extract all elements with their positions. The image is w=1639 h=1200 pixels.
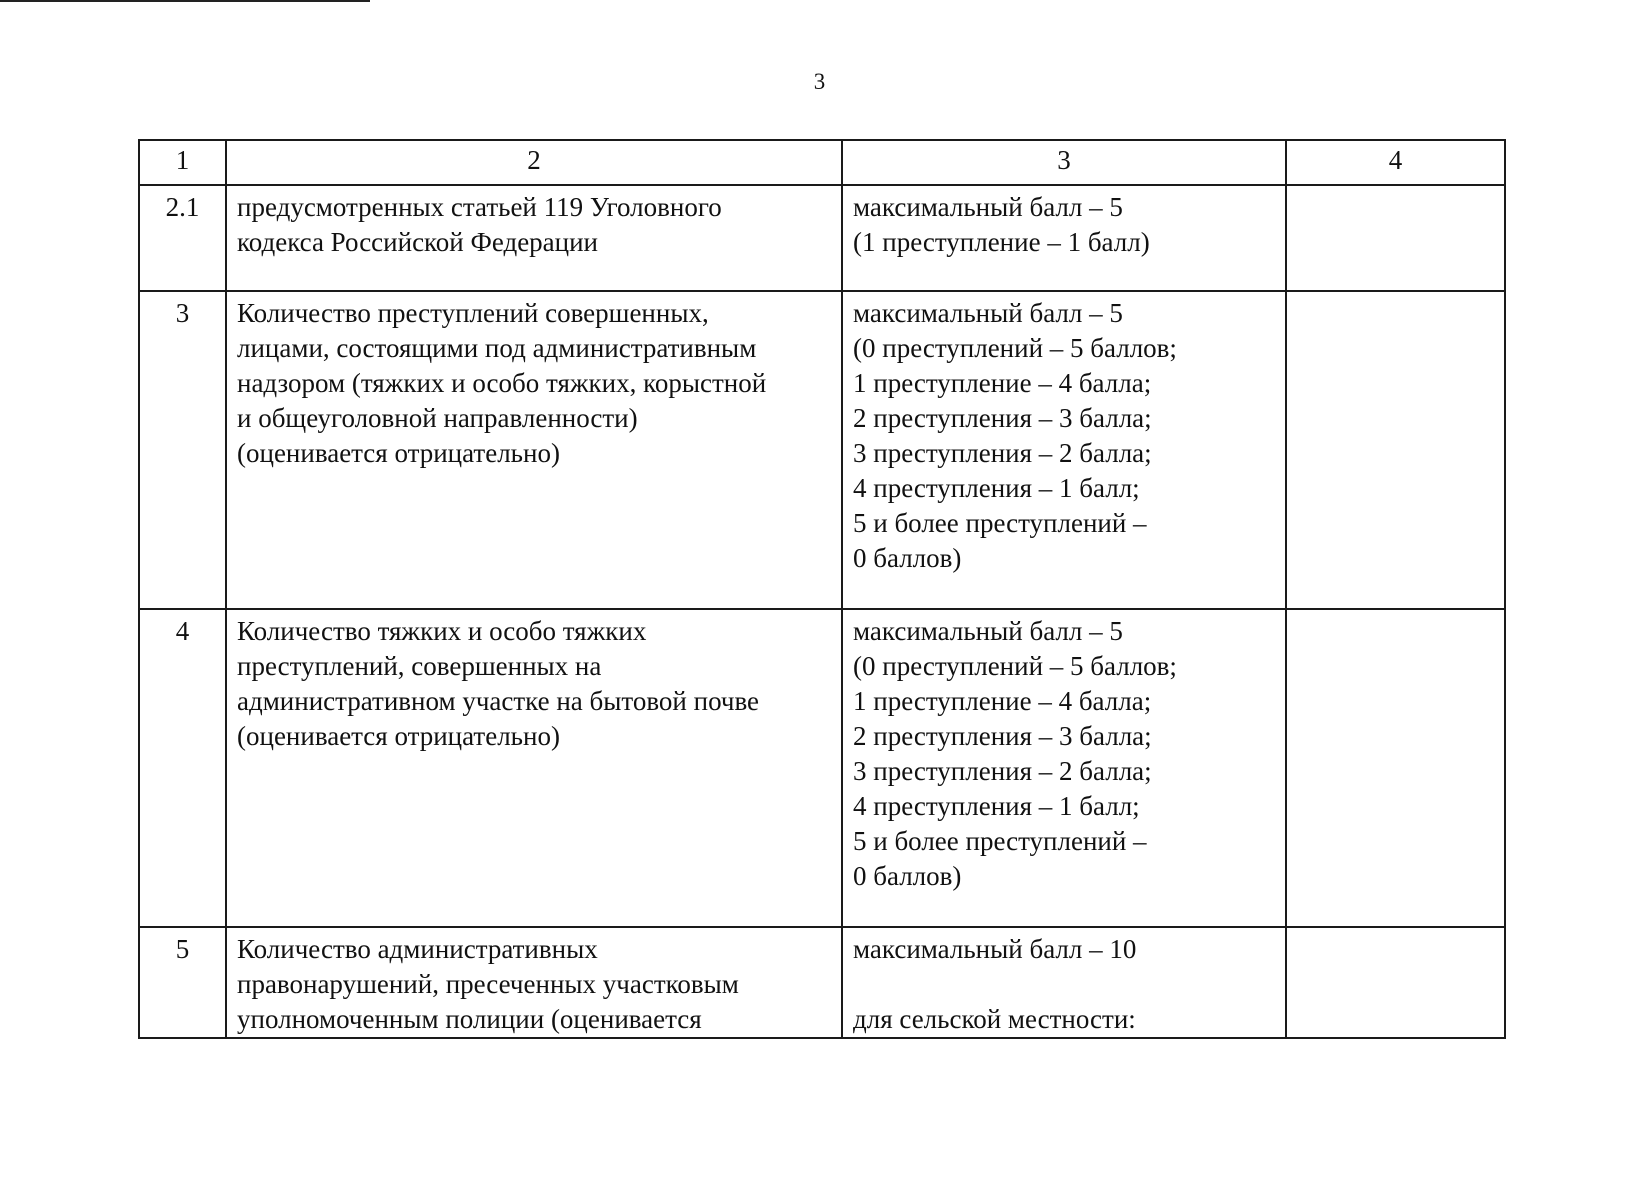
description-line: предусмотренных статьей 119 Уголовного [237, 192, 722, 222]
score-cell [1286, 609, 1505, 927]
row-number: 2.1 [139, 185, 226, 291]
criterion-description [226, 291, 842, 609]
score-cell [1286, 291, 1505, 609]
criterion-description [226, 185, 842, 291]
scoring-rules [842, 927, 1286, 1038]
header-col-2: 2 [226, 140, 842, 185]
scoring-rules [842, 291, 1286, 609]
description-line: правонарушений, пресеченных участковым [237, 969, 739, 999]
score-cell [1286, 185, 1505, 291]
criteria-table [138, 139, 1506, 1039]
scoring-line: максимальный балл – 5 [853, 192, 1123, 222]
row-number: 3 [139, 291, 226, 609]
scoring-line: 1 преступление – 4 балла; [853, 686, 1152, 716]
description-line: надзором (тяжких и особо тяжких, корыстной [237, 368, 767, 398]
row-number: 4 [139, 609, 226, 927]
scoring-rules [842, 609, 1286, 927]
table-row [139, 609, 1505, 927]
table-row [139, 185, 1505, 291]
scoring-line: 3 преступления – 2 балла; [853, 756, 1152, 786]
description-line: административном участке на бытовой почве [237, 686, 760, 716]
description-line: лицами, состоящими под административным [237, 333, 757, 363]
scoring-line: (0 преступлений – 5 баллов; [853, 651, 1177, 681]
table-header-row [139, 140, 1505, 185]
description-line: Количество административных [237, 934, 598, 964]
scoring-line: для сельской местности: [853, 1004, 1136, 1034]
score-cell [1286, 927, 1505, 1038]
scoring-line: 0 баллов) [853, 861, 962, 891]
scoring-rules [842, 185, 1286, 291]
scoring-line: 4 преступления – 1 балл; [853, 473, 1140, 503]
description-line: Количество преступлений совершенных, [237, 298, 709, 328]
description-line: кодекса Российской Федерации [237, 227, 599, 257]
scoring-line: 4 преступления – 1 балл; [853, 791, 1140, 821]
scoring-line: 2 преступления – 3 балла; [853, 403, 1152, 433]
scoring-line: 5 и более преступлений – [853, 508, 1147, 538]
criterion-description [226, 927, 842, 1038]
header-col-4: 4 [1286, 140, 1505, 185]
row-number: 5 [139, 927, 226, 1038]
header-col-1: 1 [139, 140, 226, 185]
table-row [139, 291, 1505, 609]
scoring-gap [853, 967, 1275, 1002]
description-line: преступлений, совершенных на [237, 651, 602, 681]
criterion-description [226, 609, 842, 927]
scoring-line: 5 и более преступлений – [853, 826, 1147, 856]
description-line: и общеуголовной направленности) [237, 403, 638, 433]
description-line: Количество тяжких и особо тяжких [237, 616, 647, 646]
description-line: уполномоченным полиции (оценивается [237, 1004, 702, 1034]
scoring-line: 2 преступления – 3 балла; [853, 721, 1152, 751]
scoring-line: 0 баллов) [853, 543, 962, 573]
scoring-line: (0 преступлений – 5 баллов; [853, 333, 1177, 363]
scoring-line: максимальный балл – 10 [853, 934, 1137, 964]
page-number: 3 [813, 69, 826, 94]
header-col-3: 3 [842, 140, 1286, 185]
scoring-line: максимальный балл – 5 [853, 298, 1123, 328]
scoring-line: максимальный балл – 5 [853, 616, 1123, 646]
table-row [139, 927, 1505, 1038]
scoring-line: 1 преступление – 4 балла; [853, 368, 1152, 398]
description-line: (оценивается отрицательно) [237, 721, 560, 751]
scoring-line: 3 преступления – 2 балла; [853, 438, 1152, 468]
scan-edge-mark [0, 0, 370, 2]
description-line: (оценивается отрицательно) [237, 438, 560, 468]
scoring-line: (1 преступление – 1 балл) [853, 227, 1150, 257]
